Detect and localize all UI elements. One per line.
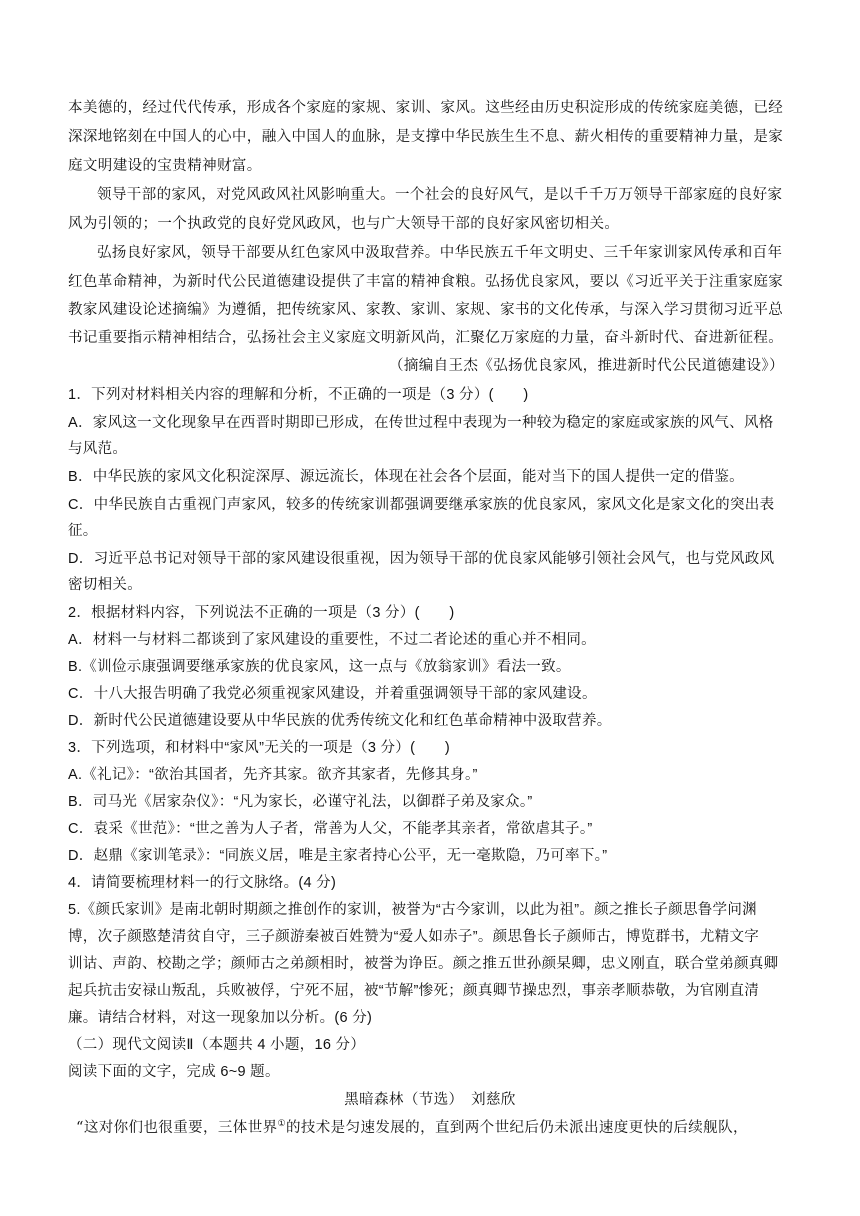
- question-2-option-c: C．十八大报告明确了我党必须重视家风建设，并着重强调领导干部的家风建设。: [68, 686, 597, 702]
- question-1-option-c-cont: 征。: [68, 523, 98, 539]
- passage-line: 庭文明建设的宝贵精神财富。: [68, 158, 262, 174]
- question-3-option-b: B．司马光《居家杂仪》：“凡为家长，必谨守礼法，以御群子弟及家众。”: [68, 794, 533, 810]
- question-1-option-a-cont: 与风范。: [68, 441, 128, 457]
- passage-line: 红色革命精神，为新时代公民道德建设提供了丰富的精神食粮。弘扬优良家风，要以《习近平关于注重家庭家: [68, 274, 784, 290]
- passage-line: 书记重要指示精神相结合，弘扬社会主义家庭文明新风尚，汇聚亿万家庭的力量，奋斗新时代、奋进新征程。: [68, 330, 784, 346]
- article-first-line: [76, 1116, 748, 1137]
- question-5-line: 起兵抗击安禄山叛乱，兵败被俘，宁死不屈，被“节解”惨死；颜真卿节操忠烈，事亲孝顺恭敬，为官刚直清: [68, 983, 760, 999]
- passage-line: 领导干部的家风，对党风政风社风影响重大。一个社会的良好风气，是以千千万万领导干部家庭的良好家: [97, 187, 783, 203]
- article-text: “这对你们也很重要，三体世界: [76, 1120, 278, 1136]
- passage-line: 弘扬良好家风，领导干部要从红色家风中汲取营养。中华民族五千年文明史、三千年家训家风传承和百年: [97, 245, 783, 261]
- question-1-option-d: D．习近平总书记对领导干部的家风建设很重视，因为领导干部的优良家风能够引领社会风气，也与党风政风: [68, 551, 775, 567]
- question-5-line: 5.《颜氏家训》是南北朝时期颜之推创作的家训，被誉为“古今家训，以此为祖”。颜之推长子颜思鲁学问渊: [68, 902, 757, 918]
- passage-source: （摘编自王杰《弘扬优良家风，推进新时代公民道德建设》）: [388, 358, 784, 374]
- question-4-stem: 4．请简要梳理材料一的行文脉络。(4 分): [68, 875, 337, 891]
- question-2-stem: 2．根据材料内容，下列说法不正确的一项是（3 分）( ): [68, 605, 455, 621]
- footnote-marker: ①: [277, 1119, 286, 1130]
- question-5-line: 博，次子颜愍楚清贫自守，三子颜游秦被百姓赞为“爱人如赤子”。颜思鲁长子颜师古，博览群书，尤精文字: [68, 929, 760, 945]
- passage-line: 风为引领的；一个执政党的良好党风政风，也与广大领导干部的良好家风密切相关。: [68, 216, 620, 232]
- question-3-option-a: A.《礼记》：“欲治其国者，先齐其家。欲齐其家者，先修其身。”: [68, 767, 478, 783]
- section-2-instruction: 阅读下面的文字，完成 6~9 题。: [68, 1064, 280, 1080]
- question-1-option-b: B．中华民族的家风文化积淀深厚、源远流长，体现在社会各个层面，能对当下的国人提供一定的借鉴。: [68, 469, 744, 485]
- question-3-option-d: D．赵鼎《家训笔录》：“同族义居，唯是主家者持心公平，无一毫欺隐，乃可率下。”: [68, 848, 608, 864]
- article-text: 的技术是匀速发展的，直到两个世纪后仍未派出速度更快的后续舰队，: [285, 1120, 748, 1136]
- passage-line: 教家风建设论述摘编》为遵循，把传统家风、家教、家训、家规、家书的文化传承，与深入学习贯彻习近平总: [68, 302, 784, 318]
- question-1-option-c: C．中华民族自古重视门声家风，较多的传统家训都强调要继承家族的优良家风，家风文化是家文化的突出表: [68, 497, 775, 513]
- question-5-line: 廉。请结合材料，对这一现象加以分析。(6 分): [68, 1010, 373, 1026]
- question-2-option-d: D．新时代公民道德建设要从中华民族的优秀传统文化和红色革命精神中汲取营养。: [68, 713, 612, 729]
- question-5-line: 训诂、声韵、校勘之学；颜师古之弟颜相时，被誉为诤臣。颜之推五世孙颜杲卿，忠义刚直，联合堂弟颜真卿: [68, 956, 779, 972]
- question-1-stem: 1．下列对材料相关内容的理解和分析，不正确的一项是（3 分）( ): [68, 387, 529, 403]
- passage-line: 本美德的，经过代代传承，形成各个家庭的家规、家训、家风。这些经由历史积淀形成的传统家庭美德，已经: [68, 100, 784, 116]
- question-2-option-b: B.《训俭示康强调要继承家族的优良家风，这一点与《放翁家训》看法一致。: [68, 659, 571, 675]
- question-3-stem: 3．下列选项，和材料中“家风”无关的一项是（3 分）( ): [68, 740, 450, 756]
- question-2-option-a: A．材料一与材料二都谈到了家风建设的重要性，不过二者论述的重心并不相同。: [68, 632, 596, 648]
- question-3-option-c: C．袁采《世范》：“世之善为人子者，常善为人父，不能孝其亲者，常欲虐其子。”: [68, 821, 593, 837]
- question-1-option-d-cont: 密切相关。: [68, 577, 142, 593]
- question-1-option-a: A．家风这一文化现象早在西晋时期即已形成，在传世过程中表现为一种较为稳定的家庭或家族的风气、风格: [68, 415, 774, 431]
- passage-line: 深深地铭刻在中国人的心中，融入中国人的血脉，是支撑中华民族生生不息、薪火相传的重要精神力量，是家: [68, 129, 784, 145]
- section-2-heading: （二）现代文阅读Ⅱ（本题共 4 小题，16 分）: [68, 1037, 366, 1053]
- article-title: 黑暗森林（节选） 刘慈欣: [344, 1092, 516, 1108]
